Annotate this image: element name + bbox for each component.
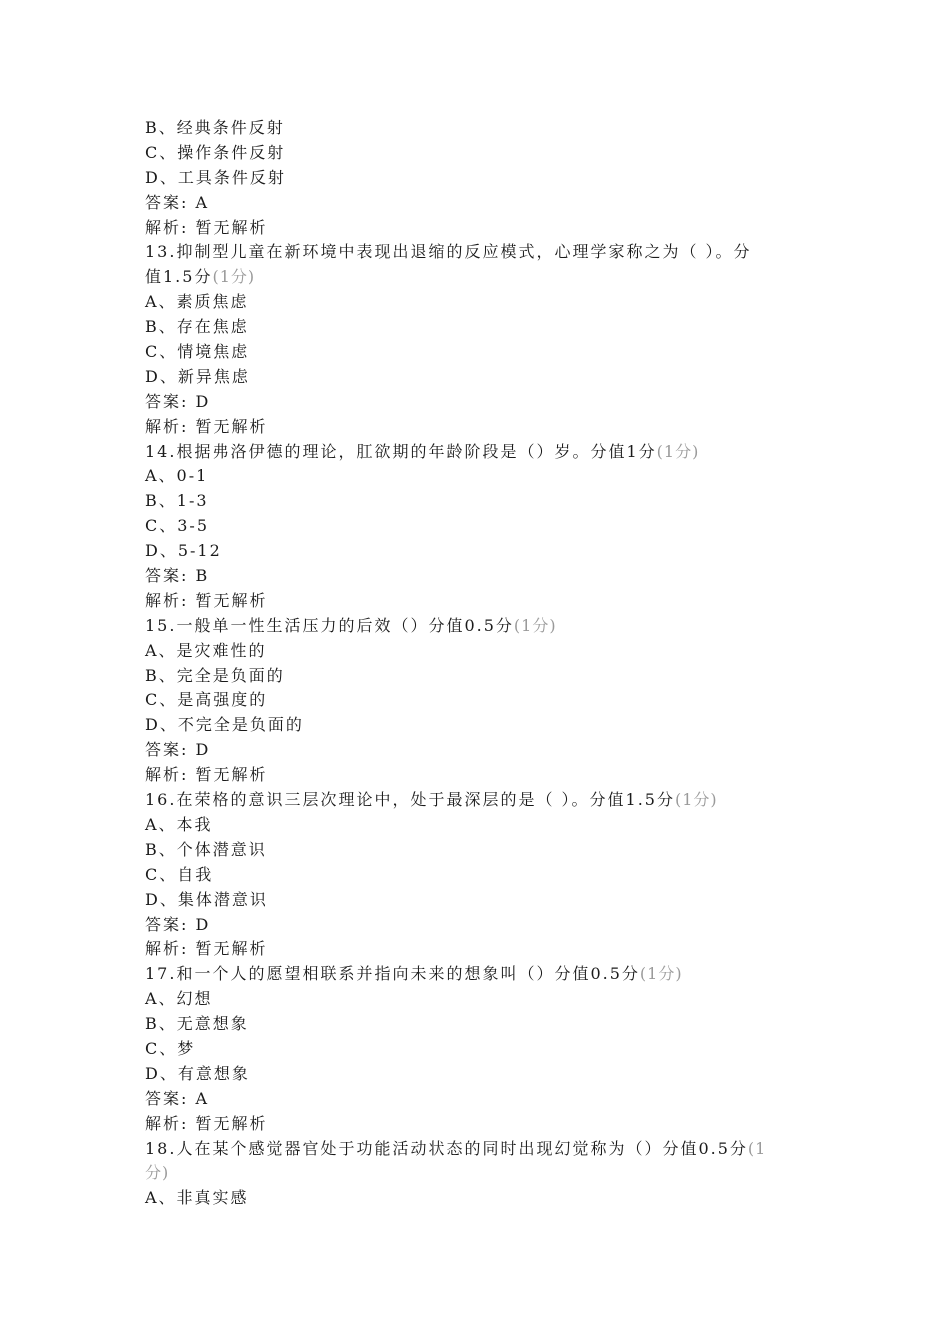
line-text: B、经典条件反射 — [145, 118, 285, 137]
text-line — [145, 688, 810, 713]
text-line — [145, 440, 810, 465]
line-text: C、情境焦虑 — [145, 342, 250, 362]
line-text: D、集体潜意识 — [145, 889, 268, 909]
text-line — [145, 664, 810, 689]
score-note: (1 — [747, 1138, 767, 1158]
text-line — [145, 340, 810, 365]
text-line — [145, 315, 810, 340]
line-text: 解析: 暂无解析 — [145, 765, 268, 785]
text-line — [145, 141, 810, 166]
text-line — [145, 390, 810, 415]
line-text: D、有意想象 — [145, 1063, 250, 1083]
line-text: 18.人在某个感觉器官处于功能活动状态的同时出现幻觉称为（）分值0.5分 — [145, 1138, 748, 1158]
score-note: (1分) — [212, 267, 256, 287]
line-text: D、工具条件反射 — [145, 167, 286, 187]
score-note: (1分) — [674, 790, 718, 810]
line-text: B、无意想象 — [145, 1014, 249, 1034]
text-line — [145, 863, 810, 888]
document-page — [145, 116, 810, 1211]
text-line — [145, 1037, 810, 1062]
line-text: 解析: 暂无解析 — [145, 1113, 268, 1133]
text-line — [145, 1112, 810, 1137]
text-line — [145, 564, 810, 589]
line-text: 答案: D — [145, 914, 211, 934]
line-text: D、新异焦虑 — [145, 366, 250, 386]
text-line — [145, 614, 810, 639]
text-line — [145, 415, 810, 440]
line-text: 解析: 暂无解析 — [145, 416, 268, 436]
line-text: 答案: A — [145, 192, 210, 212]
text-line — [145, 265, 810, 290]
text-line — [145, 713, 810, 738]
line-text: B、存在焦虑 — [145, 317, 249, 337]
text-line — [145, 738, 810, 763]
line-text: B、1-3 — [145, 491, 209, 511]
text-line — [145, 539, 810, 564]
text-line — [145, 216, 810, 241]
text-line — [145, 987, 810, 1012]
line-text: 14.根据弗洛伊德的理论，肛欲期的年龄阶段是（）岁。分值1分 — [145, 441, 657, 461]
line-text: A、非真实感 — [145, 1188, 249, 1208]
text-line — [145, 1087, 810, 1112]
text-line — [145, 813, 810, 838]
line-text: A、0-1 — [145, 466, 209, 486]
text-line — [145, 838, 810, 863]
score-note: (1分) — [513, 615, 557, 635]
line-text: C、操作条件反射 — [145, 142, 286, 162]
line-text: 16.在荣格的意识三层次理论中，处于最深层的是（ ）。分值1.5分 — [145, 790, 675, 810]
text-line — [145, 763, 810, 788]
text-line — [145, 116, 810, 141]
text-line — [145, 913, 810, 938]
line-text: A、是灾难性的 — [145, 640, 267, 660]
line-text: 答案: D — [145, 391, 211, 411]
text-line — [145, 1161, 810, 1186]
text-line — [145, 191, 810, 216]
score-note: (1分) — [639, 964, 683, 984]
line-text: 13.抑制型儿童在新环境中表现出退缩的反应模式，心理学家称之为（ ）。分 — [145, 242, 752, 262]
line-text: D、5-12 — [145, 541, 222, 561]
line-text: B、个体潜意识 — [145, 839, 267, 859]
line-text: C、梦 — [145, 1038, 196, 1058]
line-text: C、是高强度的 — [145, 690, 268, 710]
text-line — [145, 464, 810, 489]
text-line — [145, 290, 810, 315]
text-line — [145, 365, 810, 390]
text-line — [145, 514, 810, 539]
line-text: D、不完全是负面的 — [145, 715, 304, 735]
line-text: 答案: B — [145, 566, 210, 586]
text-line — [145, 937, 810, 962]
text-line — [145, 888, 810, 913]
text-line — [145, 1186, 810, 1211]
line-text: A、幻想 — [145, 989, 213, 1009]
text-line — [145, 1137, 810, 1162]
text-line — [145, 166, 810, 191]
text-line — [145, 1062, 810, 1087]
score-note: 分) — [145, 1163, 170, 1183]
text-line — [145, 489, 810, 514]
score-note: (1分) — [656, 441, 700, 461]
line-text: 解析: 暂无解析 — [145, 590, 268, 610]
line-text: C、3-5 — [145, 516, 210, 536]
text-line — [145, 788, 810, 813]
text-line — [145, 240, 810, 265]
text-line — [145, 962, 810, 987]
line-text: 值1.5分 — [145, 267, 213, 287]
text-line — [145, 639, 810, 664]
line-text: A、本我 — [145, 814, 213, 834]
line-text: 17.和一个人的愿望相联系并指向未来的想象叫（）分值0.5分 — [145, 964, 640, 984]
line-text: 15.一般单一性生活压力的后效（）分值0.5分 — [145, 615, 514, 635]
line-text: B、完全是负面的 — [145, 665, 285, 685]
line-text: 解析: 暂无解析 — [145, 217, 268, 237]
text-line — [145, 589, 810, 614]
line-text: A、素质焦虑 — [145, 292, 249, 312]
text-line — [145, 1012, 810, 1037]
line-text: C、自我 — [145, 864, 214, 884]
line-text: 答案: D — [145, 740, 211, 760]
line-text: 解析: 暂无解析 — [145, 939, 268, 959]
line-text: 答案: A — [145, 1088, 210, 1108]
